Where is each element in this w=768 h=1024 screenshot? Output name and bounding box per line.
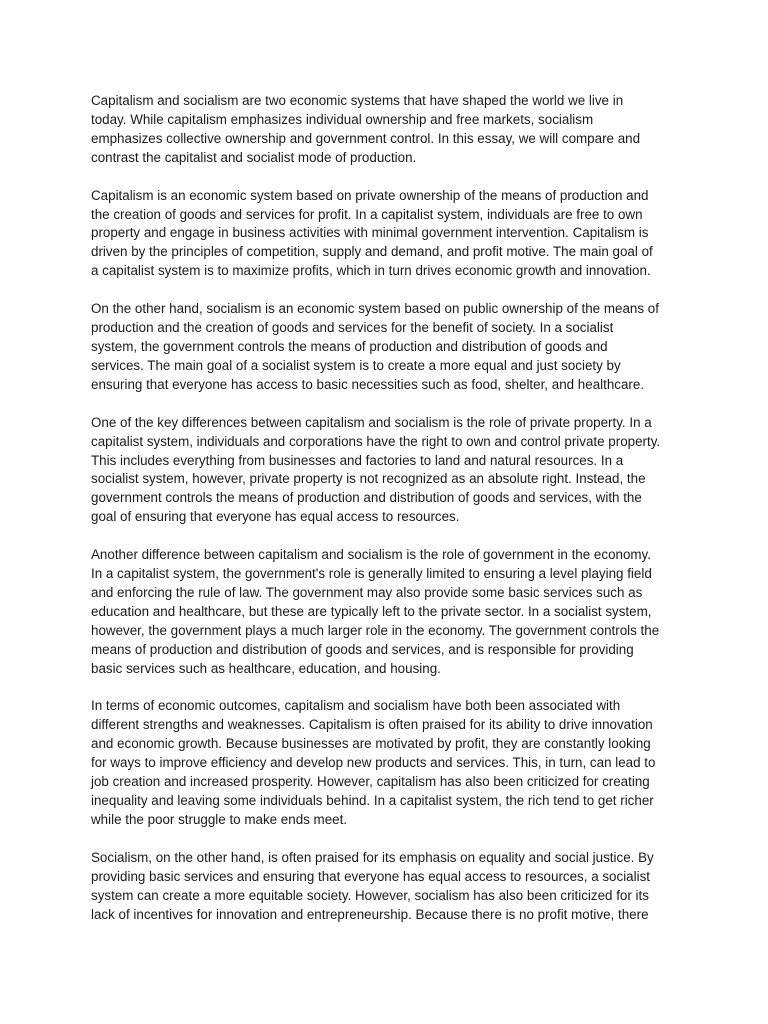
text-line: a capitalist system is to maximize profits, which in turn drives economic growth and innovation. [91, 263, 651, 279]
paragraph [91, 92, 687, 168]
text-line: system can create a more equitable society. However, socialism has also been criticized for its [91, 887, 649, 903]
text-line: emphasizes collective ownership and government control. In this essay, we will compare and [91, 130, 641, 146]
text-line: In a capitalist system, the government's role is generally limited to ensuring a level playing field [91, 566, 652, 582]
text-line: This includes everything from businesses and factories to land and natural resources. In a [91, 452, 624, 468]
text-line: means of production and distribution of goods and services, and is responsible for providing [91, 641, 634, 657]
text-line: Another difference between capitalism and socialism is the role of government in the economy. [91, 547, 651, 563]
text-line: property and engage in business activities with minimal government intervention. Capitalism is [91, 225, 649, 241]
text-line: Capitalism and socialism are two economic systems that have shaped the world we live in [91, 93, 624, 108]
paragraph [91, 546, 687, 678]
text-line: Capitalism is an economic system based on private ownership of the means of production and [91, 187, 649, 203]
text-line: education and healthcare, but these are typically left to the private sector. In a socialist system, [91, 603, 652, 619]
text-line: ensuring that everyone has access to basic necessities such as food, shelter, and healthcare. [91, 376, 645, 392]
text-line: inequality and leaving some individuals behind. In a capitalist system, the rich tend to get richer [91, 793, 654, 808]
text-line: In terms of economic outcomes, capitalism and socialism have both been associated with [91, 698, 621, 714]
text-line: driven by the principles of competition, supply and demand, and profit motive. The main goal of [91, 244, 653, 260]
text-line: today. While capitalism emphasizes individual ownership and free markets, socialism [91, 111, 594, 127]
text-line: Socialism, on the other hand, is often praised for its emphasis on equality and social justice. By [91, 849, 654, 865]
text-line: On the other hand, socialism is an economic system based on public ownership of the means of [91, 301, 659, 317]
text-line: system, the government controls the means of production and distribution of goods and [91, 338, 608, 354]
text-line: services. The main goal of a socialist system is to create a more equal and just society by [91, 357, 621, 373]
text-line: production and the creation of goods and services for the benefit of society. In a socialist [91, 320, 614, 336]
paragraph [91, 187, 687, 282]
paragraph [91, 697, 687, 829]
text-line: basic services such as healthcare, education, and housing. [91, 660, 441, 676]
text-line: however, the government plays a much larger role in the economy. The government controls the [91, 622, 660, 638]
text-line: contrast the capitalist and socialist mode of production. [91, 149, 417, 165]
text-line: the creation of goods and services for profit. In a capitalist system, individuals are free to own [91, 206, 643, 222]
text-line: One of the key differences between capitalism and socialism is the role of private property. In a [91, 414, 652, 430]
paragraph [91, 300, 687, 395]
text-line: for ways to improve efficiency and develop new products and services. This, in turn, can lead to [91, 755, 656, 771]
text-line: while the poor struggle to make ends meet. [91, 811, 348, 827]
text-line: and economic growth. Because businesses are motivated by profit, they are constantly looking [91, 736, 651, 752]
text-line: goal of ensuring that everyone has equal access to resources. [91, 509, 460, 525]
text-line: job creation and increased prosperity. However, capitalism has also been criticized for creating [91, 774, 650, 790]
paragraph [91, 849, 687, 925]
text-line: government controls the means of production and distribution of goods and services, with the [91, 490, 642, 506]
text-line: socialist system, however, private property is not recognized as an absolute right. Instead, the [91, 471, 646, 487]
text-line: and enforcing the rule of law. The government may also provide some basic services such as [91, 584, 643, 600]
text-line: different strengths and weaknesses. Capitalism is often praised for its ability to drive innovation [91, 717, 653, 733]
paragraph [91, 414, 687, 527]
text-line: lack of incentives for innovation and entrepreneurship. Because there is no profit motive, there [91, 906, 649, 922]
document-body [91, 92, 687, 943]
text-line: capitalist system, individuals and corporations have the right to own and control private property. [91, 433, 661, 449]
text-line: providing basic services and ensuring that everyone has equal access to resources, a socialist [91, 868, 650, 884]
